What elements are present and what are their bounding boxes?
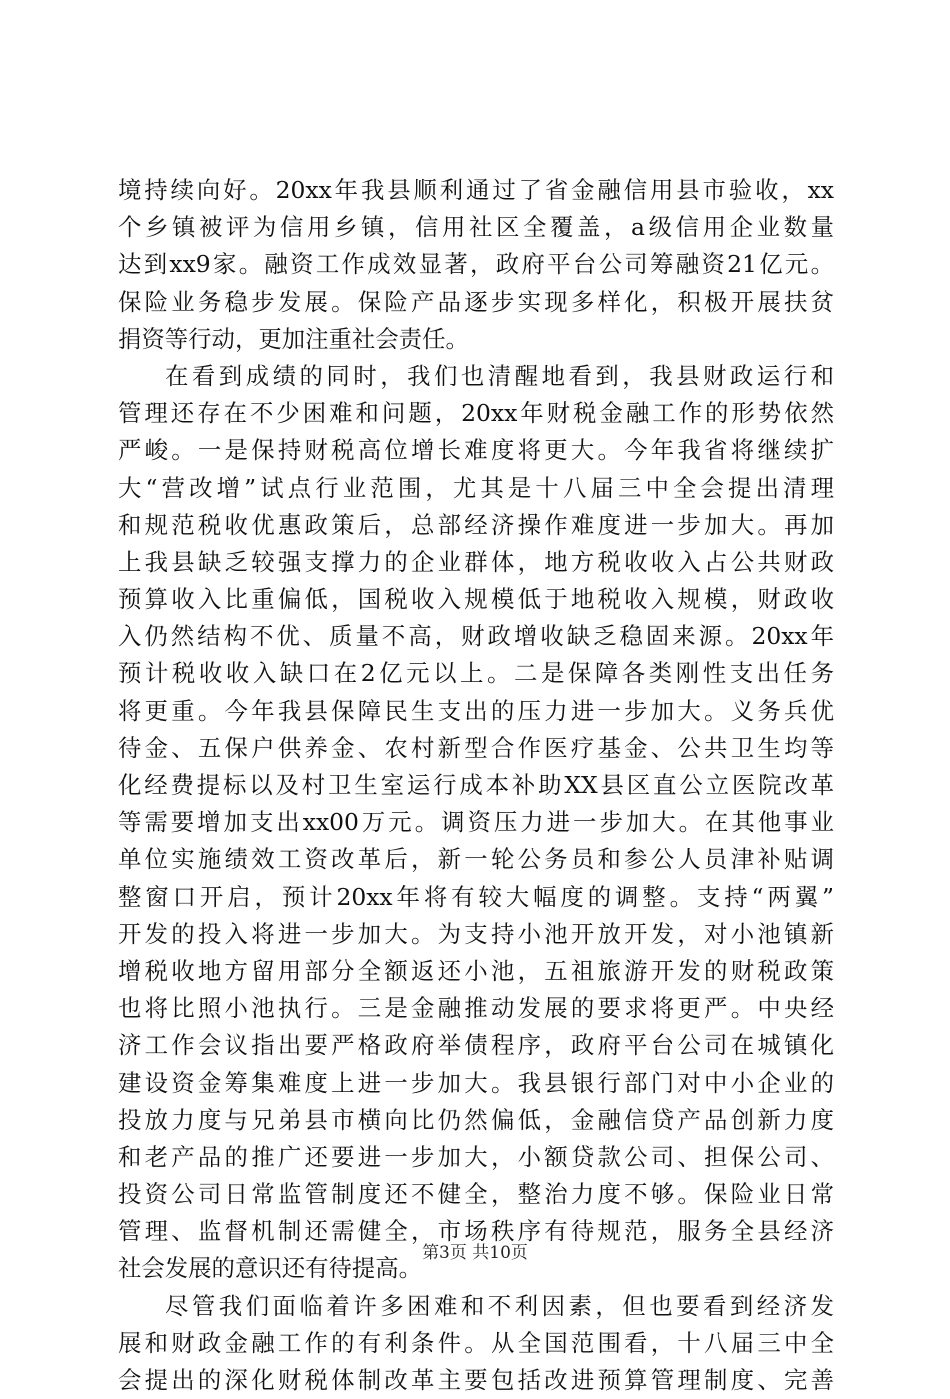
text-line: 境持续向好。20xx年我县顺利通过了省金融信用县市验收，xx xyxy=(118,176,834,204)
text-line: 上我县缺乏较强支撑力的企业群体，地方税收收入占公共财政 xyxy=(118,547,834,576)
text-line: 等需要增加支出xx00万元。调资压力进一步加大。在其他事业 xyxy=(118,808,834,837)
text-line: 大“营改增”试点行业范围，尤其是十八届三中全会提出清理 xyxy=(118,473,834,502)
text-line: 管理还存在不少困难和问题，20xx年财税金融工作的形势依然 xyxy=(118,399,834,428)
text-line: 预算收入比重偏低，国税收入规模低于地税收入规模，财政收 xyxy=(118,585,834,614)
text-line: 济工作会议指出要严格政府举债程序，政府平台公司在城镇化 xyxy=(118,1031,834,1060)
text-line: 单位实施绩效工资改革后，新一轮公务员和参公人员津补贴调 xyxy=(118,845,834,874)
text-line: 入仍然结构不优、质量不高，财政增收缺乏稳固来源。20xx年 xyxy=(118,622,834,651)
text-line: 待金、五保户供养金、农村新型合作医疗基金、公共卫生均等 xyxy=(118,733,834,762)
text-line: 也将比照小池执行。三是金融推动发展的要求将更严。中央经 xyxy=(118,994,834,1023)
text-line: 会提出的深化财税体制改革主要包括改进预算管理制度、完善 xyxy=(118,1366,834,1394)
text-line: 整窗口开启，预计20xx年将有较大幅度的调整。支持“两翼” xyxy=(118,882,834,911)
text-line: 预计税收收入缺口在2亿元以上。二是保障各类刚性支出任务 xyxy=(118,659,834,688)
text-line: 投资公司日常监管制度还不健全，整治力度不够。保险业日常 xyxy=(118,1180,834,1209)
text-line: 在看到成绩的同时，我们也清醒地看到，我县财政运行和 xyxy=(165,361,834,390)
text-line: 个乡镇被评为信用乡镇，信用社区全覆盖，a级信用企业数量 xyxy=(118,213,834,242)
text-line: 投放力度与兄弟县市横向比仍然偏低，金融信贷产品创新力度 xyxy=(118,1105,834,1134)
text-line: 开发的投入将进一步加大。为支持小池开放开发，对小池镇新 xyxy=(118,919,834,948)
text-line: 社会发展的意识还有待提高。 xyxy=(118,1254,423,1283)
text-line: 和规范税收优惠政策后，总部经济操作难度进一步加大。再加 xyxy=(118,510,834,539)
text-line: 捐资等行动，更加注重社会责任。 xyxy=(118,324,469,353)
document-body xyxy=(118,172,834,1399)
text-line: 展和财政金融工作的有利条件。从全国范围看，十八届三中全 xyxy=(118,1328,834,1357)
text-line: 严峻。一是保持财税高位增长难度将更大。今年我省将继续扩 xyxy=(118,436,834,465)
text-line: 管理、监督机制还需健全，市场秩序有待规范，服务全县经济 xyxy=(118,1217,834,1246)
text-line: 和老产品的推广还要进一步加大，小额贷款公司、担保公司、 xyxy=(118,1142,834,1171)
text-line: 保险业务稳步发展。保险产品逐步实现多样化，积极开展扶贫 xyxy=(118,287,834,316)
text-line: 尽管我们面临着许多困难和不利因素，但也要看到经济发 xyxy=(165,1291,834,1320)
text-line: 将更重。今年我县保障民生支出的压力进一步加大。义务兵优 xyxy=(118,696,834,725)
text-line: 增税收地方留用部分全额返还小池，五祖旅游开发的财税政策 xyxy=(118,956,834,985)
text-line: 达到xx9家。融资工作成效显著，政府平台公司筹融资21亿元。 xyxy=(118,250,834,279)
page-footer: 第3页 共10页 xyxy=(422,1243,528,1263)
text-line: 化经费提标以及村卫生室运行成本补助XX县区直公立医院改革 xyxy=(118,771,834,799)
text-line: 建设资金筹集难度上进一步加大。我县银行部门对中小企业的 xyxy=(118,1068,834,1097)
